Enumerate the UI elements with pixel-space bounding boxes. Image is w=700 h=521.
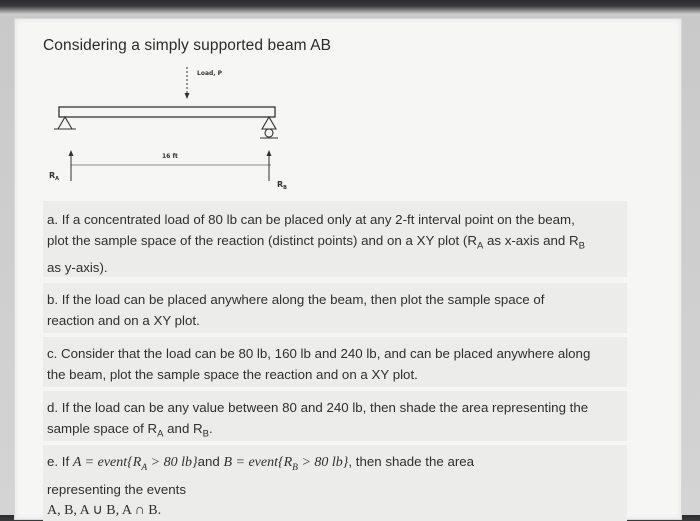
question-c: c. Consider that the load can be 80 lb, 160 lb and 240 lb, and can be placed anywhere along the beam, plot the sample space the reaction and on a XY plot. — [47, 346, 591, 382]
question-e: e. If $A = event\{R_A > 80$ lb}and $B = event\{R_B > 80$ lb}, then shade the area representing the events A, B, A ∪ B, A ∩ B. — [47, 451, 474, 521]
beam-diagram — [45, 63, 325, 193]
span-label: 16 ft — [162, 153, 178, 160]
question-a: a. If a concentrated load of 80 lb can be placed only at any 2-ft interval point on the beam, plot the sample space of the reaction (distinct points) and on a XY plot ($R_A$ as x-axis and $R_B$ as y-axis). — [47, 212, 585, 275]
event-b-definition: $B = event\{R_B > 80$ lb} — [223, 455, 349, 473]
problem-title: Considering a simply supported beam AB — [43, 37, 332, 54]
left-reaction-label: $R_A$ — [49, 171, 60, 182]
question-card — [14, 18, 682, 520]
right-reaction-label: $R_B$ — [277, 180, 287, 191]
question-b: b. If the load can be placed anywhere along the beam, then plot the sample space of reaction and on a XY plot. — [47, 292, 545, 328]
event-set-list: A, B, A ∪ B, A ∩ B. — [47, 502, 162, 518]
beam — [59, 107, 275, 117]
event-a-definition: $A = event\{R_A > 80$ lb} — [72, 455, 198, 473]
load-arrowhead — [185, 93, 190, 99]
load-label: Load, P — [197, 70, 223, 77]
question-d: d. If the load can be any value between 80 and 240 lb, then shade the area representing the sample space of $R_A$ and $R_B$. — [47, 400, 589, 440]
pin-support — [58, 117, 72, 129]
roller-icon — [265, 129, 273, 137]
roller-support — [262, 117, 276, 129]
